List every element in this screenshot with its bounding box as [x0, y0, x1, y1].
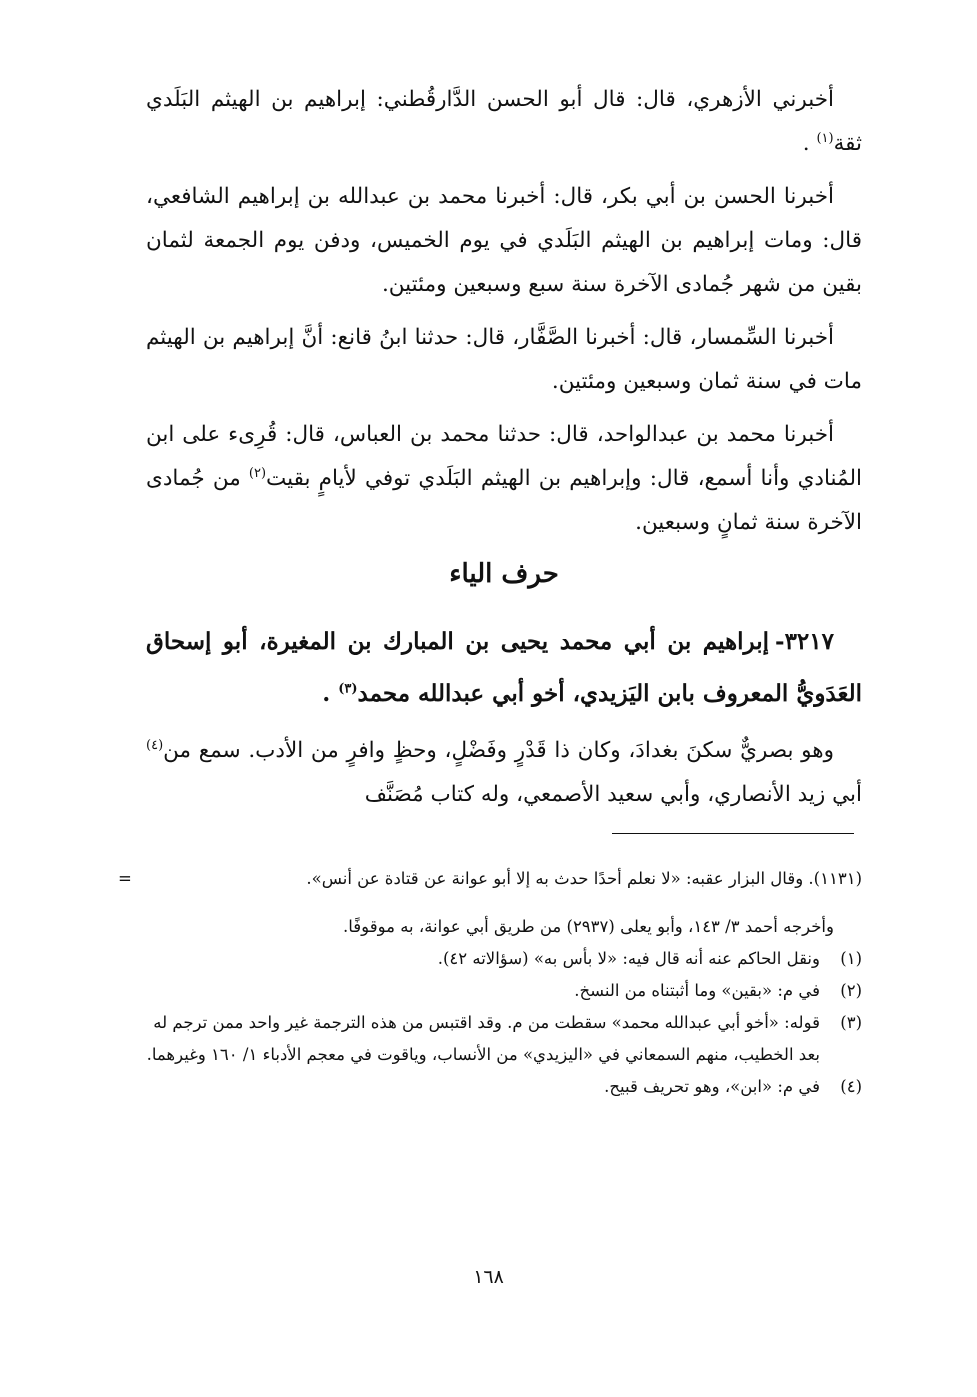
continuation-line-2: وأخرجه أحمد ٣/ ١٤٣، وأبو يعلى (٢٩٣٧) من طريق أبي عوانة، به موقوفًا.	[343, 917, 834, 936]
entry-number: ٣٢١٧-	[775, 628, 834, 655]
footnote-number: (١)	[840, 949, 862, 968]
footnote-number: (٣)	[840, 1013, 862, 1032]
footnote-3	[146, 1007, 862, 1071]
section-title: حرف الياء	[449, 559, 559, 589]
footnotes	[118, 846, 862, 1103]
continuation-mark: =	[118, 868, 132, 888]
footnote-1	[146, 943, 862, 975]
paragraph-1: أخبرني الأزهري، قال: قال أبو الحسن الدَّارقُطني: إبراهيم بن الهيثم البَلَدي ثقة$^{(١)}$ .	[146, 87, 862, 156]
paragraph-4: أخبرنا محمد بن عبدالواحد، قال: حدثنا محمد بن العباس، قال: قُرِىء على ابن المُنادي وأنا أسمع، قال: وإبراهيم بن الهيثم البَلَدي توفي لأيامٍ بقيت$^{(٢)}$ من جُمادى الآخرة سنة ثمانٍ وسبعين.	[146, 422, 862, 535]
footnote-ref-2[interactable]: (٢)	[248, 465, 267, 481]
footnote-ref-3[interactable]: (٣)	[338, 681, 358, 697]
footnote-number: (٢)	[840, 981, 862, 1000]
page-number: ١٦٨	[473, 1266, 504, 1288]
footnote-text: في م: «بقين» وما أثبتناه من النسخ.	[574, 981, 820, 1000]
main-text	[146, 78, 862, 826]
paragraph-2: أخبرنا الحسن بن أبي بكر، قال: أخبرنا محمد بن عبدالله بن إبراهيم الشافعي، قال: ومات إبراهيم بن الهيثم البَلَدي في يوم الخميس، ودفن يوم الجمعة لثمان بقين من شهر جُمادى الآخرة سنة سبع وسبعين ومئتين.	[146, 184, 862, 297]
entry-heading: ٣٢١٧-إبراهيم بن أبي محمد يحيى بن المبارك بن المغيرة، أبو إسحاق العَدَويُّ المعروف بابن اليَزيدي، أخو أبي عبدالله محمد$^{(٣)}$ .	[146, 628, 862, 707]
footnote-2	[146, 975, 862, 1007]
paragraph-3: أخبرنا السِّمسار، قال: أخبرنا الصَّفَّار، قال: حدثنا ابنُ قانع: أنَّ إبراهيم بن الهيثم مات في سنة ثمان وسبعين ومئتين.	[146, 325, 862, 394]
footnote-ref-4[interactable]: (٤)	[146, 737, 164, 753]
footnote-text: ونقل الحاكم عنه أنه قال فيه: «لا بأس به» (سؤالاته ٤٢).	[437, 949, 820, 968]
footnote-separator	[612, 833, 854, 834]
footnote-number: (٤)	[840, 1077, 862, 1096]
continuation-line-1: (١١٣١). وقال البزار عقبه: «لا نعلم أحدًا حدث به إلا أبو عوانة عن قتادة عن أنس».	[306, 868, 862, 888]
entry-body: وهو بصريٌّ سكنَ بغدادَ، وكان ذا قَدْرٍ وفَضْلٍ، وحظٍ وافرٍ من الأدب. سمع من$^{(٤)}$ أبي زيد الأنصاري، وأبي سعيد الأصمعي، وله كتاب مُصَنَّف	[146, 737, 862, 807]
footnote-text: في م: «ابن»، وهو تحريف قبيح.	[604, 1077, 820, 1096]
footnote-4	[146, 1071, 862, 1103]
footnote-continuation	[118, 863, 862, 944]
footnote-ref-1[interactable]: (١)	[816, 130, 834, 146]
footnote-text: قوله: «أخو أبي عبدالله محمد» سقطت من م. وقد اقتبس من هذه الترجمة غير واحد ممن ترجم له بعد الخطيب، منهم السمعاني في «اليزيدي» من الأنساب، وياقوت في معجم الأدباء ١/ ١٦٠ وغيرهما.	[146, 1013, 820, 1064]
